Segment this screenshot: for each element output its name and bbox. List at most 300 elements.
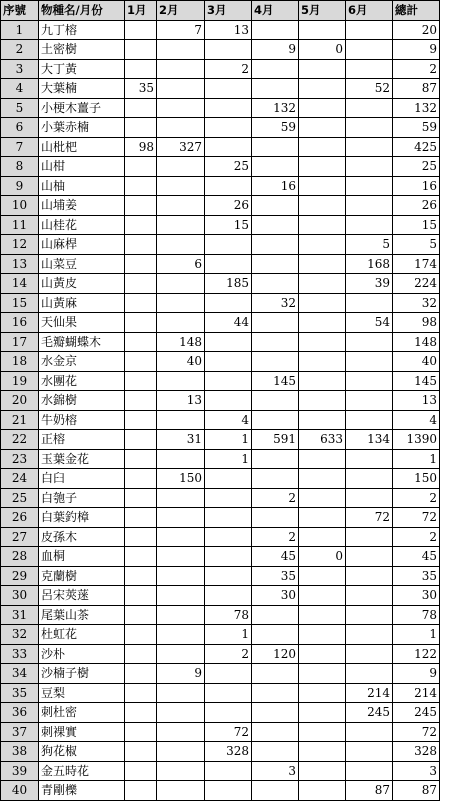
index-cell: 40	[1, 781, 39, 801]
jun-cell	[346, 118, 393, 138]
may-cell	[299, 703, 346, 723]
species-name-cell: 山柑	[39, 157, 125, 177]
apr-cell	[252, 722, 299, 742]
table-row	[1, 176, 440, 196]
index-cell: 10	[1, 196, 39, 216]
index-cell: 19	[1, 371, 39, 391]
table-row	[1, 469, 440, 489]
index-cell: 32	[1, 625, 39, 645]
feb-cell	[157, 527, 205, 547]
may-cell	[299, 98, 346, 118]
jan-cell	[125, 313, 157, 333]
jan-cell	[125, 430, 157, 450]
apr-cell	[252, 274, 299, 294]
jan-cell	[125, 254, 157, 274]
species-name-cell: 小葉赤楠	[39, 118, 125, 138]
jan-cell	[125, 625, 157, 645]
total-cell: 78	[393, 605, 440, 625]
total-cell: 4	[393, 410, 440, 430]
may-cell	[299, 79, 346, 99]
table-row	[1, 488, 440, 508]
may-cell	[299, 254, 346, 274]
mar-cell	[205, 703, 252, 723]
apr-cell: 30	[252, 586, 299, 606]
feb-cell	[157, 508, 205, 528]
table-row	[1, 605, 440, 625]
feb-cell	[157, 157, 205, 177]
feb-cell	[157, 118, 205, 138]
total-cell: 174	[393, 254, 440, 274]
total-cell: 87	[393, 781, 440, 801]
jan-cell	[125, 664, 157, 684]
jun-cell	[346, 215, 393, 235]
total-cell: 45	[393, 547, 440, 567]
jan-cell	[125, 59, 157, 79]
apr-cell: 32	[252, 293, 299, 313]
mar-cell: 1	[205, 449, 252, 469]
index-cell: 6	[1, 118, 39, 138]
species-name-cell: 皮孫木	[39, 527, 125, 547]
table-row	[1, 449, 440, 469]
total-cell: 72	[393, 722, 440, 742]
feb-cell	[157, 293, 205, 313]
total-cell: 35	[393, 566, 440, 586]
index-cell: 24	[1, 469, 39, 489]
mar-cell: 72	[205, 722, 252, 742]
apr-cell	[252, 781, 299, 801]
table-row	[1, 196, 440, 216]
feb-cell	[157, 605, 205, 625]
jun-cell: 134	[346, 430, 393, 450]
index-cell: 35	[1, 683, 39, 703]
apr-cell	[252, 215, 299, 235]
index-cell: 39	[1, 761, 39, 781]
apr-cell	[252, 59, 299, 79]
feb-cell	[157, 215, 205, 235]
header-apr: 4月	[252, 1, 299, 21]
apr-cell	[252, 508, 299, 528]
index-cell: 7	[1, 137, 39, 157]
table-row	[1, 235, 440, 255]
index-cell: 4	[1, 79, 39, 99]
mar-cell	[205, 371, 252, 391]
apr-cell	[252, 391, 299, 411]
jan-cell	[125, 722, 157, 742]
feb-cell	[157, 449, 205, 469]
index-cell: 16	[1, 313, 39, 333]
apr-cell	[252, 703, 299, 723]
may-cell	[299, 391, 346, 411]
species-name-cell: 杜虹花	[39, 625, 125, 645]
feb-cell: 6	[157, 254, 205, 274]
feb-cell	[157, 274, 205, 294]
jan-cell	[125, 215, 157, 235]
total-cell: 2	[393, 527, 440, 547]
apr-cell: 120	[252, 644, 299, 664]
species-name-cell: 九丁榕	[39, 20, 125, 40]
table-row	[1, 586, 440, 606]
jun-cell	[346, 722, 393, 742]
may-cell	[299, 469, 346, 489]
mar-cell: 1	[205, 625, 252, 645]
jun-cell	[346, 157, 393, 177]
mar-cell: 2	[205, 59, 252, 79]
may-cell	[299, 605, 346, 625]
species-name-cell: 刺杜密	[39, 703, 125, 723]
species-name-cell: 山埔姜	[39, 196, 125, 216]
jan-cell	[125, 391, 157, 411]
may-cell	[299, 20, 346, 40]
header-feb: 2月	[157, 1, 205, 21]
total-cell: 9	[393, 664, 440, 684]
species-name-cell: 水金京	[39, 352, 125, 372]
jan-cell	[125, 196, 157, 216]
mar-cell	[205, 488, 252, 508]
feb-cell	[157, 566, 205, 586]
feb-cell	[157, 586, 205, 606]
index-cell: 11	[1, 215, 39, 235]
species-name-cell: 狗花椒	[39, 742, 125, 762]
header-jun: 6月	[346, 1, 393, 21]
jun-cell	[346, 410, 393, 430]
jan-cell	[125, 293, 157, 313]
apr-cell: 2	[252, 527, 299, 547]
index-cell: 12	[1, 235, 39, 255]
jun-cell	[346, 176, 393, 196]
mar-cell	[205, 176, 252, 196]
apr-cell: 3	[252, 761, 299, 781]
index-cell: 18	[1, 352, 39, 372]
apr-cell: 45	[252, 547, 299, 567]
apr-cell	[252, 157, 299, 177]
mar-cell	[205, 235, 252, 255]
table-row	[1, 293, 440, 313]
feb-cell	[157, 235, 205, 255]
total-cell: 30	[393, 586, 440, 606]
jan-cell	[125, 547, 157, 567]
apr-cell	[252, 742, 299, 762]
table-row	[1, 644, 440, 664]
species-name-cell: 沙朴	[39, 644, 125, 664]
jan-cell	[125, 157, 157, 177]
jun-cell	[346, 371, 393, 391]
may-cell	[299, 313, 346, 333]
header-species: 物種名/月份	[39, 1, 125, 21]
mar-cell: 13	[205, 20, 252, 40]
jan-cell	[125, 566, 157, 586]
apr-cell	[252, 683, 299, 703]
jun-cell: 214	[346, 683, 393, 703]
jan-cell	[125, 761, 157, 781]
feb-cell	[157, 410, 205, 430]
may-cell	[299, 586, 346, 606]
total-cell: 87	[393, 79, 440, 99]
apr-cell: 16	[252, 176, 299, 196]
table-body	[1, 20, 440, 800]
jun-cell: 54	[346, 313, 393, 333]
table-row	[1, 508, 440, 528]
species-name-cell: 呂宋莢蒾	[39, 586, 125, 606]
may-cell	[299, 274, 346, 294]
index-cell: 17	[1, 332, 39, 352]
species-name-cell: 天仙果	[39, 313, 125, 333]
species-name-cell: 山黃皮	[39, 274, 125, 294]
index-cell: 3	[1, 59, 39, 79]
apr-cell	[252, 20, 299, 40]
feb-cell	[157, 313, 205, 333]
feb-cell: 148	[157, 332, 205, 352]
jan-cell	[125, 586, 157, 606]
table-row	[1, 137, 440, 157]
jan-cell	[125, 703, 157, 723]
mar-cell: 15	[205, 215, 252, 235]
feb-cell: 13	[157, 391, 205, 411]
jun-cell	[346, 527, 393, 547]
mar-cell: 1	[205, 430, 252, 450]
species-name-cell: 白匏子	[39, 488, 125, 508]
total-cell: 145	[393, 371, 440, 391]
may-cell	[299, 215, 346, 235]
index-cell: 27	[1, 527, 39, 547]
species-name-cell: 山柚	[39, 176, 125, 196]
index-cell: 13	[1, 254, 39, 274]
index-cell: 9	[1, 176, 39, 196]
species-name-cell: 血桐	[39, 547, 125, 567]
total-cell: 16	[393, 176, 440, 196]
table-row	[1, 215, 440, 235]
apr-cell	[252, 664, 299, 684]
feb-cell	[157, 703, 205, 723]
total-cell: 1	[393, 449, 440, 469]
may-cell	[299, 625, 346, 645]
jan-cell	[125, 410, 157, 430]
feb-cell	[157, 722, 205, 742]
jun-cell	[346, 761, 393, 781]
species-name-cell: 水錦樹	[39, 391, 125, 411]
mar-cell	[205, 332, 252, 352]
table-row	[1, 761, 440, 781]
species-name-cell: 玉葉金花	[39, 449, 125, 469]
jan-cell: 35	[125, 79, 157, 99]
total-cell: 1390	[393, 430, 440, 450]
jan-cell: 98	[125, 137, 157, 157]
may-cell	[299, 410, 346, 430]
jun-cell	[346, 196, 393, 216]
index-cell: 8	[1, 157, 39, 177]
jan-cell	[125, 40, 157, 60]
species-name-cell: 水團花	[39, 371, 125, 391]
species-name-cell: 牛奶榕	[39, 410, 125, 430]
header-index: 序號	[1, 1, 39, 21]
feb-cell: 7	[157, 20, 205, 40]
apr-cell	[252, 449, 299, 469]
jan-cell	[125, 781, 157, 801]
jun-cell	[346, 586, 393, 606]
jun-cell	[346, 449, 393, 469]
jun-cell: 245	[346, 703, 393, 723]
species-name-cell: 金五時花	[39, 761, 125, 781]
total-cell: 150	[393, 469, 440, 489]
jun-cell: 5	[346, 235, 393, 255]
jan-cell	[125, 449, 157, 469]
jan-cell	[125, 469, 157, 489]
jan-cell	[125, 683, 157, 703]
jun-cell: 87	[346, 781, 393, 801]
jun-cell: 52	[346, 79, 393, 99]
species-name-cell: 土密樹	[39, 40, 125, 60]
may-cell	[299, 157, 346, 177]
mar-cell	[205, 664, 252, 684]
table-row	[1, 410, 440, 430]
species-name-cell: 大葉楠	[39, 79, 125, 99]
apr-cell	[252, 313, 299, 333]
apr-cell	[252, 605, 299, 625]
jan-cell	[125, 332, 157, 352]
species-name-cell: 山菜豆	[39, 254, 125, 274]
jun-cell	[346, 644, 393, 664]
table-row	[1, 781, 440, 801]
index-cell: 34	[1, 664, 39, 684]
feb-cell	[157, 625, 205, 645]
feb-cell	[157, 761, 205, 781]
species-name-cell: 山枇杷	[39, 137, 125, 157]
feb-cell	[157, 371, 205, 391]
apr-cell	[252, 196, 299, 216]
index-cell: 25	[1, 488, 39, 508]
total-cell: 1	[393, 625, 440, 645]
jan-cell	[125, 176, 157, 196]
jan-cell	[125, 527, 157, 547]
jan-cell	[125, 20, 157, 40]
total-cell: 2	[393, 59, 440, 79]
table-row	[1, 157, 440, 177]
mar-cell	[205, 293, 252, 313]
apr-cell	[252, 625, 299, 645]
jan-cell	[125, 742, 157, 762]
feb-cell	[157, 683, 205, 703]
jun-cell	[346, 566, 393, 586]
may-cell	[299, 683, 346, 703]
may-cell	[299, 488, 346, 508]
jan-cell	[125, 98, 157, 118]
index-cell: 28	[1, 547, 39, 567]
jun-cell	[346, 332, 393, 352]
mar-cell	[205, 391, 252, 411]
total-cell: 98	[393, 313, 440, 333]
feb-cell	[157, 59, 205, 79]
mar-cell	[205, 118, 252, 138]
mar-cell	[205, 79, 252, 99]
index-cell: 23	[1, 449, 39, 469]
may-cell	[299, 761, 346, 781]
index-cell: 38	[1, 742, 39, 762]
total-cell: 2	[393, 488, 440, 508]
index-cell: 5	[1, 98, 39, 118]
species-name-cell: 毛瓣蝴蝶木	[39, 332, 125, 352]
mar-cell: 25	[205, 157, 252, 177]
index-cell: 20	[1, 391, 39, 411]
mar-cell	[205, 547, 252, 567]
species-name-cell: 正榕	[39, 430, 125, 450]
table-row	[1, 391, 440, 411]
index-cell: 31	[1, 605, 39, 625]
header-may: 5月	[299, 1, 346, 21]
mar-cell: 78	[205, 605, 252, 625]
table-row	[1, 703, 440, 723]
may-cell	[299, 644, 346, 664]
mar-cell	[205, 137, 252, 157]
species-name-cell: 白臼	[39, 469, 125, 489]
species-name-cell: 大丁黃	[39, 59, 125, 79]
may-cell	[299, 118, 346, 138]
jan-cell	[125, 371, 157, 391]
total-cell: 13	[393, 391, 440, 411]
total-cell: 25	[393, 157, 440, 177]
index-cell: 30	[1, 586, 39, 606]
feb-cell	[157, 781, 205, 801]
table-row	[1, 118, 440, 138]
total-cell: 132	[393, 98, 440, 118]
jan-cell	[125, 235, 157, 255]
species-name-cell: 克蘭樹	[39, 566, 125, 586]
may-cell	[299, 137, 346, 157]
jun-cell	[346, 98, 393, 118]
jan-cell	[125, 352, 157, 372]
feb-cell	[157, 196, 205, 216]
apr-cell: 591	[252, 430, 299, 450]
mar-cell	[205, 40, 252, 60]
may-cell	[299, 527, 346, 547]
mar-cell	[205, 98, 252, 118]
jun-cell	[346, 605, 393, 625]
total-cell: 20	[393, 20, 440, 40]
table-row	[1, 79, 440, 99]
total-cell: 15	[393, 215, 440, 235]
mar-cell	[205, 508, 252, 528]
total-cell: 5	[393, 235, 440, 255]
may-cell	[299, 566, 346, 586]
table-row	[1, 98, 440, 118]
index-cell: 33	[1, 644, 39, 664]
index-cell: 26	[1, 508, 39, 528]
apr-cell	[252, 254, 299, 274]
header-jan: 1月	[125, 1, 157, 21]
table-row	[1, 274, 440, 294]
feb-cell: 31	[157, 430, 205, 450]
mar-cell	[205, 566, 252, 586]
apr-cell: 35	[252, 566, 299, 586]
jan-cell	[125, 118, 157, 138]
total-cell: 3	[393, 761, 440, 781]
species-name-cell: 尾葉山茶	[39, 605, 125, 625]
jun-cell: 39	[346, 274, 393, 294]
jun-cell	[346, 488, 393, 508]
total-cell: 245	[393, 703, 440, 723]
jun-cell	[346, 742, 393, 762]
may-cell	[299, 176, 346, 196]
index-cell: 14	[1, 274, 39, 294]
index-cell: 22	[1, 430, 39, 450]
jun-cell	[346, 547, 393, 567]
jun-cell	[346, 469, 393, 489]
may-cell	[299, 371, 346, 391]
total-cell: 122	[393, 644, 440, 664]
feb-cell: 40	[157, 352, 205, 372]
table-row	[1, 625, 440, 645]
apr-cell	[252, 235, 299, 255]
mar-cell: 185	[205, 274, 252, 294]
table-row	[1, 664, 440, 684]
